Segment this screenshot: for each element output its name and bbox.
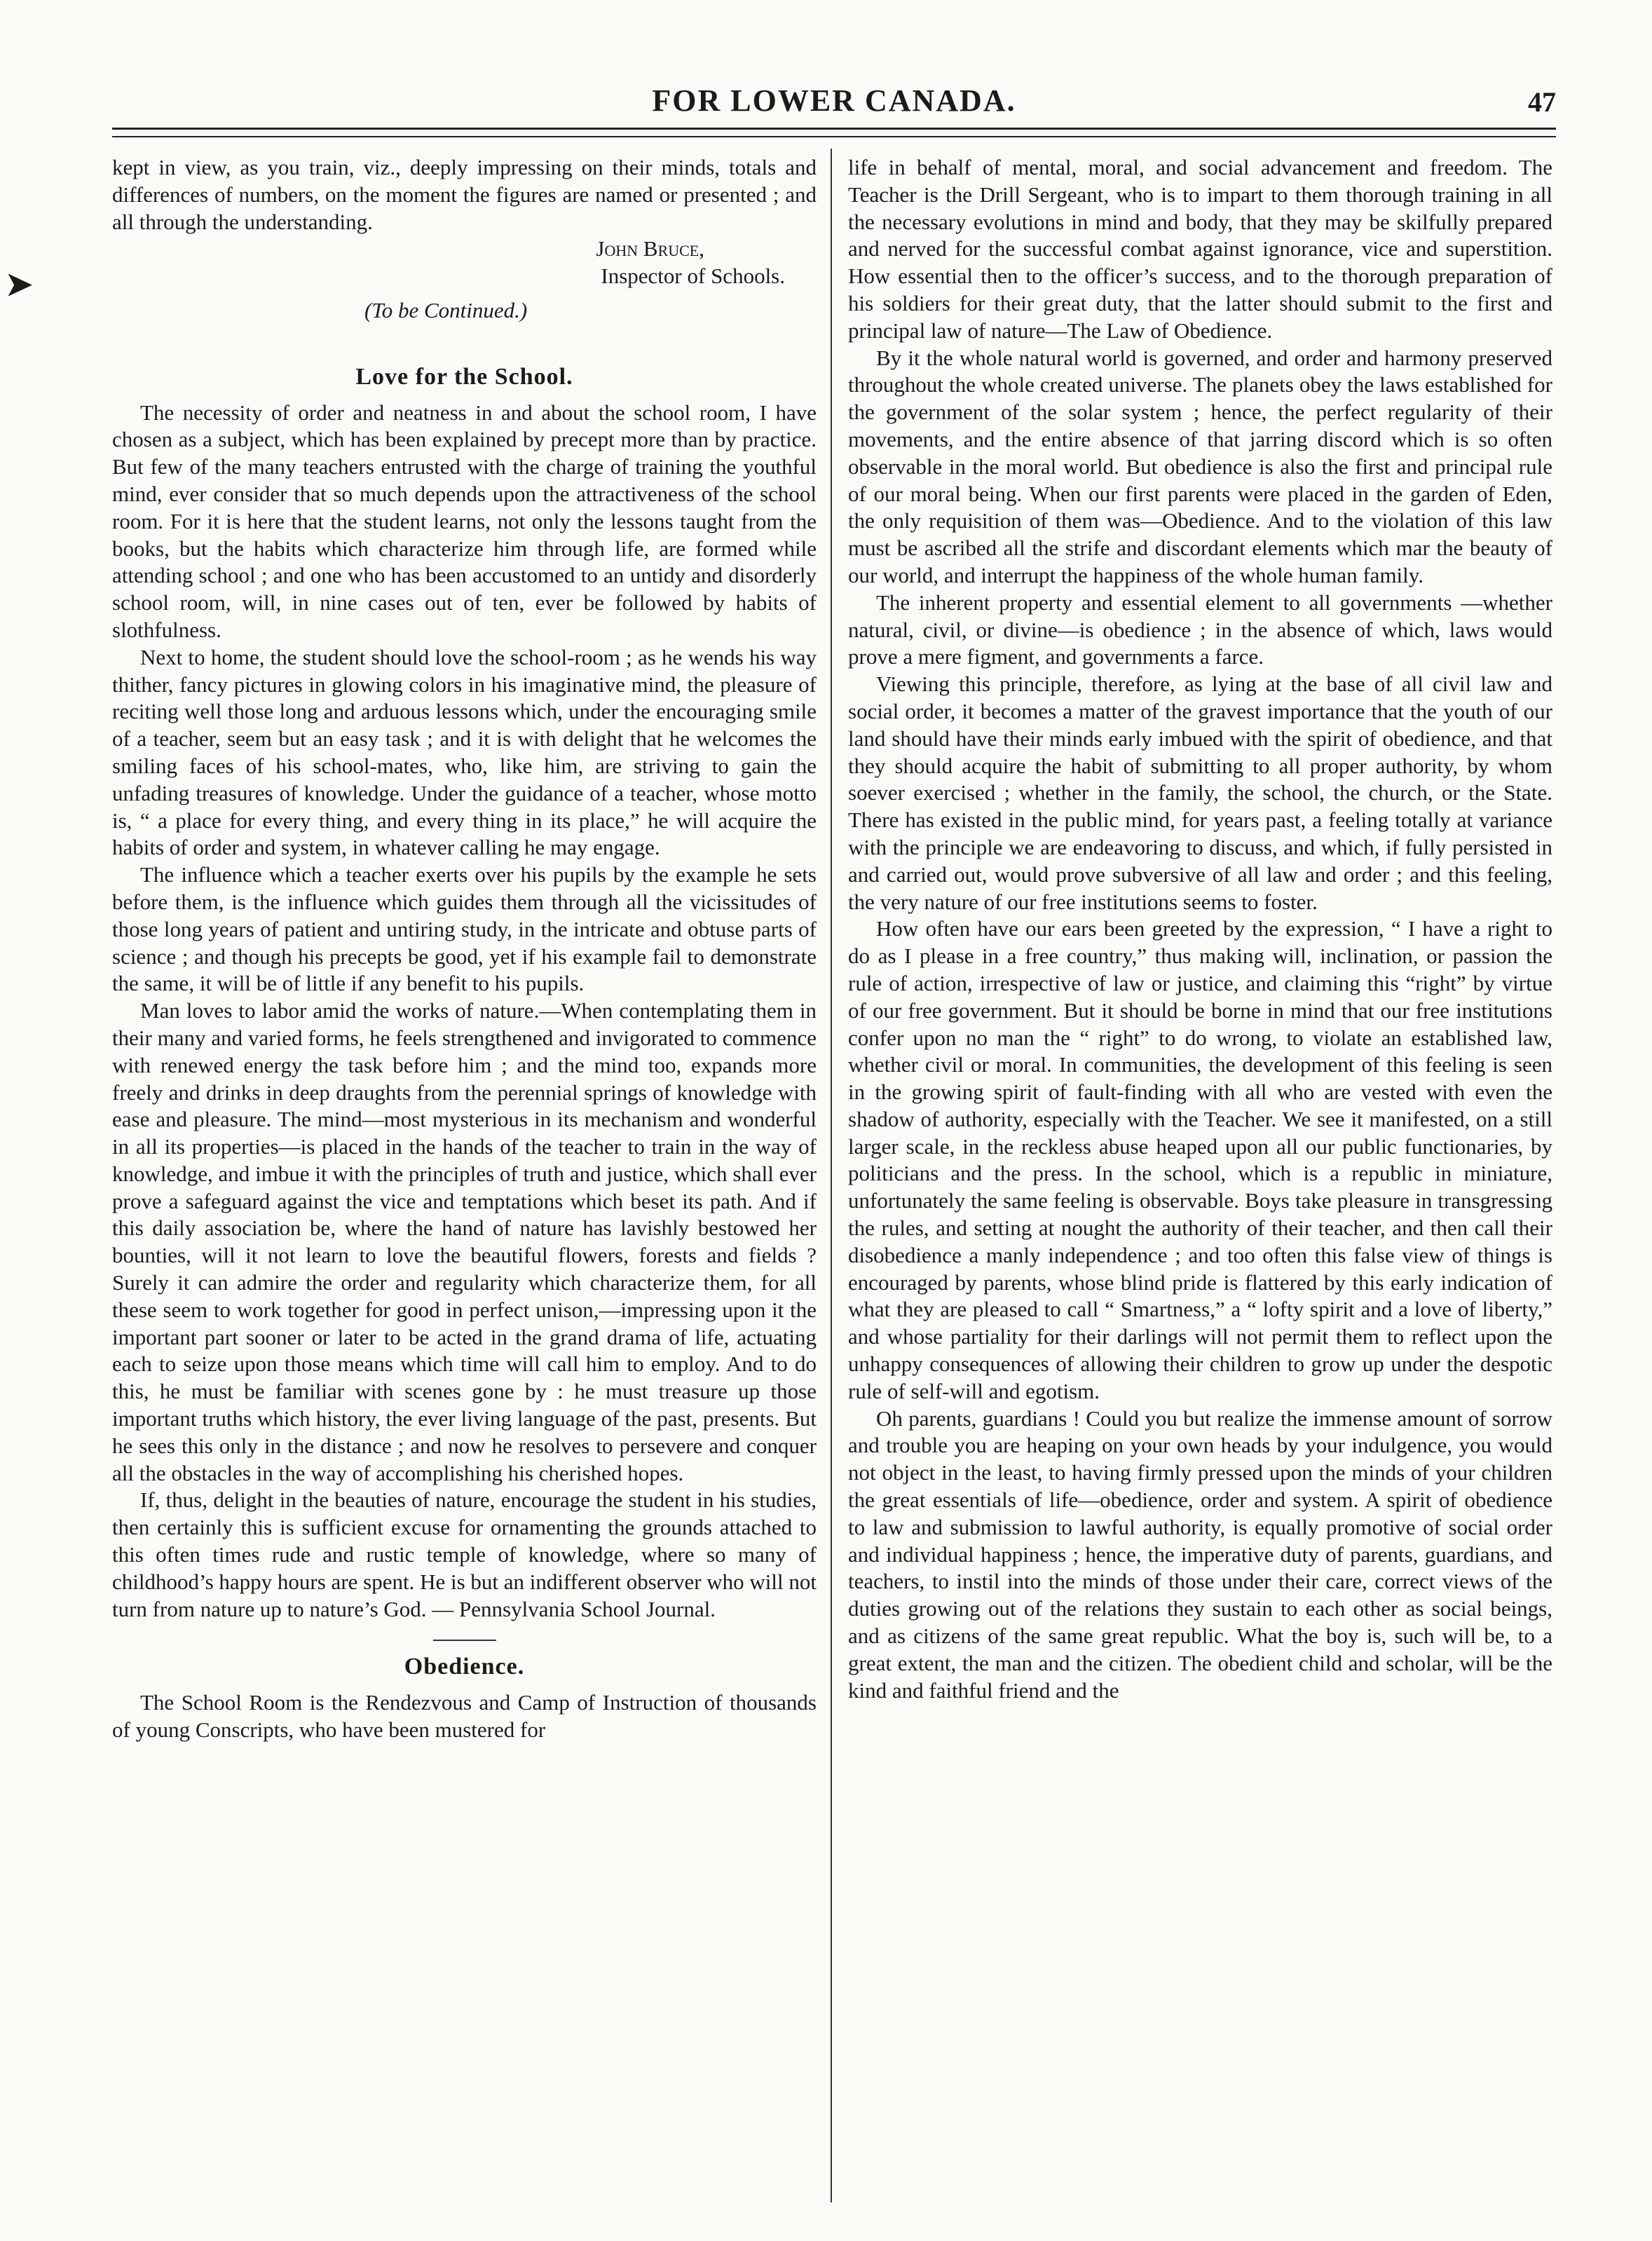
running-head: FOR LOWER CANADA. — [652, 83, 1016, 118]
to-be-continued: (To be Continued.) — [364, 297, 528, 322]
header-rule-top — [112, 128, 1556, 130]
page-number: 47 — [1528, 86, 1556, 118]
left-column — [112, 154, 817, 1744]
article-title-love-for-school: Love for the School. — [355, 363, 573, 390]
header-rule-bottom — [112, 136, 1556, 137]
section-divider — [433, 1640, 496, 1641]
signature-title: Inspector of Schools. — [601, 264, 785, 289]
article-paragraph: The influence which a teacher exerts over his pupils by the example he sets before them, is the influence which guides them through all the vicissitudes of those long years of patient and untiring study, in the intricate and obtuse parts of science ; and though his precepts be good, yet if his example fail to demonstrate the same, it will be of little if any benefit to his pupils. — [112, 862, 817, 996]
article-paragraph: How often have our ears been greeted by the expression, “ I have a right to do as I please in a free country,” thus making will, inclination, or passion the rule of action, irrespective of law or justice, and claiming this “right” by virtue of our free government. But it should be borne in mind that our free institutions confer upon no man the “ right” to do wrong, to violate an established law, whether civil or moral. In communities, the development of this feeling is seen in the growing spirit of fault-finding with all who are vested with even the shadow of authority, especially with the Teacher. We see it manifested, on a still larger scale, in the reckless abuse heaped upon all our public functionaries, by politicians and the press. In the school, which is a republic in miniature, unfortunately the same feeling is observable. Boys take pleasure in transgressing the rules, and setting at nought the authority of their teacher, and then call their disobedience a manly independence ; and too often this false view of things is encouraged by parents, whose blind pride is flattered by this early indication of what they are pleased to call “ Smartness,” a “ lofty spirit and a love of liberty,” and whose partiality for their darlings will not permit them to reflect upon the unhappy consequences of allowing their children to grow up under the despotic rule of self-will and egotism. — [848, 916, 1552, 1403]
article-paragraph: The necessity of order and neatness in and about the school room, I have chosen as a subject, which has been explained by precept more than by practice. But few of the many teachers entrusted with the charge of training the youthful mind, ever consider that so much depends upon the attractiveness of the school room. For it is here that the student learns, not only the lessons taught from the books, but the habits which characterize him through life, are formed while attending school ; and one who has been accustomed to an untidy and disorderly school room, will, in nine cases out of ten, ever be followed by habits of slothfulness. — [112, 400, 817, 642]
article-title-obedience: Obedience. — [404, 1654, 525, 1680]
article-paragraph: life in behalf of mental, moral, and social advancement and freedom. The Teacher is the Drill Sergeant, who is to impart to them thorough training in all the necessary evolutions in mind and body, that they may be skilfully prepared and nerved for the successful combat against ignorance, vice and superstition. How essential then to the officer’s success, and to the thorough preparation of his soldiers for their great duty, that the latter should submit to the first and principal law of nature—The Law of Obedience. — [848, 155, 1552, 343]
margin-arrow-mark: ➤ — [6, 266, 33, 302]
article-paragraph: If, thus, delight in the beauties of nature, encourage the student in his studies, then certainly this is sufficient excuse for ornamenting the grounds attached to this often times rude and rustic temple of knowledge, where so many of childhood’s happy hours are spent. He is but an indifferent observer who will not turn from nature up to nature’s God. — Pennsylvania School Journal. — [112, 1487, 817, 1621]
right-column — [848, 154, 1552, 1704]
article-paragraph: The inherent property and essential element to all governments —whether natural, civil, or divine—is obedience ; in the absence of which, laws would prove a mere figment, and governments a farce. — [848, 590, 1552, 669]
page-header — [112, 83, 1556, 132]
column-divider — [831, 149, 832, 2202]
signature-name: John Bruce, — [596, 236, 704, 261]
article-paragraph: Man loves to labor amid the works of nature.—When contemplating them in their many and varied forms, he feels strengthened and invigorated to commence with renewed energy the task before him ; and the mind too, expands more freely and drinks in deep draughts from the perennial springs of knowledge with ease and pleasure. The mind—most mysterious in its mechanism and wonderful in all its properties—is placed in the hands of the teacher to train in the way of knowledge, and imbue it with the principles of truth and justice, which shall ever prove a safeguard against the vice and temptations which beset its path. And if this daily association be, where the hand of nature has lavishly bestowed her bounties, will it not learn to love the beautiful flowers, forests and fields ? Surely it can admire the order and regularity which characterize them, for all these seem to work together for good in perfect unison,—impressing upon it the important part sooner or later to be acted in the grand drama of life, actuating each to seize upon those means which time will call him to employ. And to do this, he must be familiar with scenes gone by : he must treasure up those important truths which history, the ever living language of the past, presents. But he sees this only in the distance ; and now he resolves to persevere and conquer all the obstacles in the way of accomplishing his cherished hopes. — [112, 998, 817, 1485]
article-paragraph: The School Room is the Rendezvous and Camp of Instruction of thousands of young Conscripts, who have been mustered for — [112, 1690, 817, 1743]
article-paragraph: By it the whole natural world is governed, and order and harmony preserved throughout the whole created universe. The planets obey the laws established for the government of the solar system ; hence, the perfect regularity of their movements, and the entire absence of that jarring discord which is so often observable in the moral world. But obedience is also the first and principal rule of our moral being. When our first parents were placed in the garden of Eden, the only requisition of them was—Obedience. And to the violation of this law must be ascribed all the strife and discordant elements which mar the beauty of our world, and interrupt the happiness of the whole human family. — [848, 345, 1552, 587]
article-paragraph: Next to home, the student should love the school-room ; as he wends his way thither, fancy pictures in glowing colors in his imaginative mind, the pleasure of reciting well those long and arduous lessons which, under the encouraging smile of a teacher, seem but an easy task ; and it is with delight that he welcomes the smiling faces of his school-mates, who, like him, are striving to gain the unfading treasures of knowledge. Under the guidance of a teacher, whose motto is, “ a place for every thing, and every thing in its place,” he will acquire the habits of order and system, in whatever calling he may engage. — [112, 644, 817, 860]
article-paragraph: Oh parents, guardians ! Could you but realize the immense amount of sorrow and trouble you are heaping on your own heads by your indulgence, you would not object in the least, to having firmly pressed upon the minds of your children the great essentials of life—obedience, order and system. A spirit of obedience to law and submission to lawful authority, is equally promotive of social order and individual happiness ; hence, the imperative duty of parents, guardians, and teachers, to instil into the minds of those under their care, correct views of the duties growing out of the relations they sustain to each other as social beings, and as citizens of the same great republic. What the boy is, such will be, to a great extent, the man and the citizen. The obedient child and scholar, will be the kind and faithful friend and the — [848, 1405, 1552, 1703]
article-paragraph: Viewing this principle, therefore, as lying at the base of all civil law and social order, it becomes a matter of the gravest importance that the youth of our land should have their minds early imbued with the spirit of obedience, and that they should acquire the habit of submitting to all proper authority, by whom soever exercised ; whether in the family, the school, the church, or the State. There has existed in the public mind, for years past, a feeling totally at variance with the principle we are endeavoring to discuss, and which, if fully persisted in and carried out, would prove subversive of all law and order ; and this feeling, the very nature of our free institutions seems to foster. — [848, 672, 1552, 914]
continuation-paragraph: kept in view, as you train, viz., deeply impressing on their minds, totals and differences of numbers, on the moment the figures are named or presented ; and all through the understanding. — [112, 155, 817, 234]
